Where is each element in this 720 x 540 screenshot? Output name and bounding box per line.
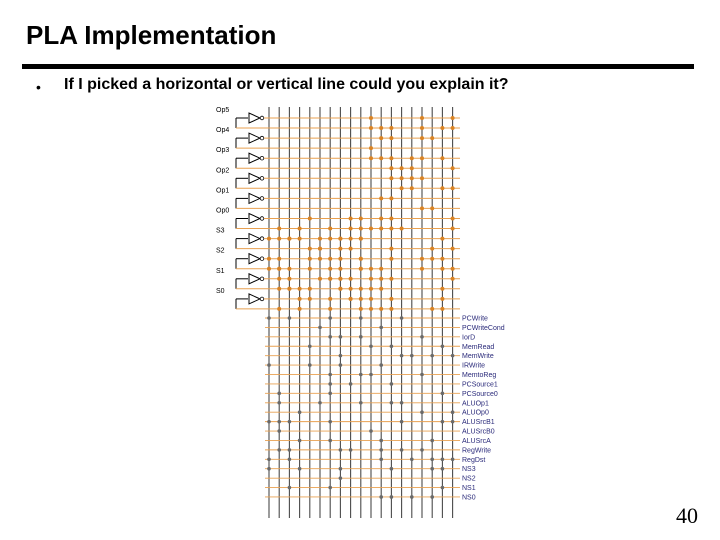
output-label: PCSource0	[462, 390, 498, 398]
output-label: PCWriteCond	[462, 324, 505, 332]
output-label: MemWrite	[462, 353, 494, 361]
or-connection-dot	[339, 467, 343, 471]
and-connection-dot	[420, 126, 424, 130]
and-connection-dot	[451, 277, 455, 281]
or-connection-dot	[379, 495, 383, 499]
and-connection-dot	[328, 227, 332, 231]
or-connection-dot	[267, 363, 271, 367]
and-connection-dot	[389, 176, 393, 180]
or-connection-dot	[277, 392, 281, 396]
and-connection-dot	[298, 307, 302, 311]
or-connection-dot	[430, 458, 434, 462]
and-connection-dot	[440, 237, 444, 241]
or-connection-dot	[379, 448, 383, 452]
output-label: PCWrite	[462, 315, 488, 323]
and-connection-dot	[389, 297, 393, 301]
input-label: Op2	[216, 167, 230, 175]
and-connection-dot	[420, 136, 424, 140]
or-connection-dot	[441, 420, 445, 424]
inverter-bubble-icon	[260, 136, 264, 140]
buffer-icon	[249, 214, 260, 224]
and-connection-dot	[349, 237, 353, 241]
and-connection-dot	[277, 257, 281, 261]
and-connection-dot	[359, 267, 363, 271]
output-label: PCSource1	[462, 381, 498, 389]
and-connection-dot	[451, 116, 455, 120]
input-label: S1	[216, 267, 225, 275]
or-connection-dot	[390, 382, 394, 386]
buffer-icon	[249, 193, 260, 203]
buffer-icon	[249, 274, 260, 284]
or-connection-dot	[288, 420, 292, 424]
inverter-bubble-icon	[260, 156, 264, 160]
or-connection-dot	[277, 448, 281, 452]
and-connection-dot	[308, 287, 312, 291]
and-connection-dot	[369, 277, 373, 281]
or-connection-dot	[288, 448, 292, 452]
and-connection-dot	[410, 166, 414, 170]
and-connection-dot	[338, 257, 342, 261]
and-connection-dot	[379, 307, 383, 311]
or-connection-dot	[410, 458, 414, 462]
or-connection-dot	[400, 354, 404, 358]
and-connection-dot	[410, 156, 414, 160]
and-connection-dot	[287, 267, 291, 271]
bullet-text: If I picked a horizontal or vertical line could you explain it?	[64, 76, 509, 93]
output-label: ALUSrcA	[462, 437, 491, 445]
or-connection-dot	[451, 420, 455, 424]
and-connection-dot	[359, 217, 363, 221]
and-connection-dot	[379, 217, 383, 221]
or-connection-dot	[288, 486, 292, 490]
input-label: Op1	[216, 187, 230, 195]
and-connection-dot	[400, 176, 404, 180]
and-connection-dot	[267, 267, 271, 271]
and-connection-dot	[440, 307, 444, 311]
and-connection-dot	[308, 247, 312, 251]
bullet-marker: •	[36, 79, 41, 95]
and-connection-dot	[379, 156, 383, 160]
and-connection-dot	[359, 237, 363, 241]
and-connection-dot	[389, 196, 393, 200]
and-connection-dot	[359, 287, 363, 291]
or-connection-dot	[267, 316, 271, 320]
and-connection-dot	[318, 237, 322, 241]
buffer-icon	[249, 133, 260, 143]
or-connection-dot	[369, 373, 373, 377]
or-connection-dot	[400, 448, 404, 452]
or-connection-dot	[277, 420, 281, 424]
and-connection-dot	[430, 247, 434, 251]
or-connection-dot	[410, 354, 414, 358]
and-connection-dot	[400, 227, 404, 231]
and-connection-dot	[451, 227, 455, 231]
and-connection-dot	[451, 166, 455, 170]
or-connection-dot	[298, 467, 302, 471]
buffer-icon	[249, 153, 260, 163]
and-connection-dot	[369, 287, 373, 291]
or-connection-dot	[379, 439, 383, 443]
and-connection-dot	[277, 277, 281, 281]
or-connection-dot	[430, 495, 434, 499]
and-connection-dot	[318, 277, 322, 281]
or-connection-dot	[369, 429, 373, 433]
or-connection-dot	[441, 458, 445, 462]
or-connection-dot	[420, 448, 424, 452]
and-connection-dot	[389, 257, 393, 261]
and-connection-dot	[298, 227, 302, 231]
or-connection-dot	[359, 316, 363, 320]
and-connection-dot	[277, 307, 281, 311]
and-connection-dot	[308, 257, 312, 261]
or-connection-dot	[441, 392, 445, 396]
or-connection-dot	[390, 344, 394, 348]
buffer-icon	[249, 113, 260, 123]
slide-title: PLA Implementation	[26, 20, 277, 50]
and-connection-dot	[328, 267, 332, 271]
or-connection-dot	[410, 495, 414, 499]
and-connection-dot	[369, 116, 373, 120]
output-label: NS3	[462, 466, 476, 474]
buffer-icon	[249, 294, 260, 304]
and-connection-dot	[440, 287, 444, 291]
and-connection-dot	[349, 247, 353, 251]
and-connection-dot	[379, 287, 383, 291]
or-connection-dot	[441, 486, 445, 490]
and-connection-dot	[379, 277, 383, 281]
and-connection-dot	[338, 287, 342, 291]
and-connection-dot	[298, 287, 302, 291]
and-connection-dot	[328, 307, 332, 311]
and-connection-dot	[451, 126, 455, 130]
and-connection-dot	[379, 136, 383, 140]
and-connection-dot	[369, 267, 373, 271]
or-connection-dot	[288, 458, 292, 462]
and-connection-dot	[359, 257, 363, 261]
and-connection-dot	[389, 126, 393, 130]
output-label: RegWrite	[462, 447, 492, 455]
and-connection-dot	[338, 277, 342, 281]
input-label: Op0	[216, 207, 230, 215]
and-connection-dot	[379, 196, 383, 200]
and-connection-dot	[430, 206, 434, 210]
and-connection-dot	[420, 206, 424, 210]
and-connection-dot	[420, 257, 424, 261]
input-label: Op4	[216, 127, 230, 135]
and-connection-dot	[349, 227, 353, 231]
or-connection-dot	[441, 467, 445, 471]
buffer-icon	[249, 173, 260, 183]
and-connection-dot	[349, 287, 353, 291]
or-connection-dot	[308, 344, 312, 348]
and-connection-dot	[267, 257, 271, 261]
and-connection-dot	[430, 257, 434, 261]
and-connection-dot	[369, 297, 373, 301]
output-label: IorD	[462, 334, 476, 342]
or-connection-dot	[328, 316, 332, 320]
or-connection-dot	[267, 458, 271, 462]
or-connection-dot	[379, 363, 383, 367]
and-connection-dot	[389, 136, 393, 140]
and-connection-dot	[430, 136, 434, 140]
and-connection-dot	[389, 166, 393, 170]
and-connection-dot	[277, 267, 281, 271]
output-label: ALUOp0	[462, 409, 489, 417]
and-connection-dot	[389, 156, 393, 160]
and-connection-dot	[440, 297, 444, 301]
buffer-icon	[249, 254, 260, 264]
and-connection-dot	[369, 227, 373, 231]
or-connection-dot	[400, 420, 404, 424]
and-connection-dot	[298, 297, 302, 301]
and-connection-dot	[379, 126, 383, 130]
or-connection-dot	[390, 467, 394, 471]
or-connection-dot	[359, 401, 363, 405]
or-connection-dot	[451, 458, 455, 462]
input-label: S3	[216, 227, 225, 235]
or-connection-dot	[328, 335, 332, 339]
or-connection-dot	[349, 448, 353, 452]
or-connection-dot	[267, 467, 271, 471]
output-label: NS0	[462, 494, 476, 502]
or-connection-dot	[400, 316, 404, 320]
and-connection-dot	[420, 267, 424, 271]
and-connection-dot	[389, 217, 393, 221]
output-label: MemtoReg	[462, 372, 497, 380]
and-connection-dot	[451, 247, 455, 251]
and-connection-dot	[298, 237, 302, 241]
buffer-icon	[249, 234, 260, 244]
and-connection-dot	[440, 126, 444, 130]
output-label: RegDst	[462, 456, 486, 464]
and-connection-dot	[267, 237, 271, 241]
or-connection-dot	[308, 363, 312, 367]
and-connection-dot	[359, 297, 363, 301]
or-connection-dot	[318, 326, 322, 330]
or-connection-dot	[359, 373, 363, 377]
and-connection-dot	[318, 247, 322, 251]
output-label: NS2	[462, 475, 476, 483]
and-connection-dot	[308, 217, 312, 221]
inverter-bubble-icon	[260, 217, 264, 221]
input-label: Op5	[216, 107, 230, 114]
or-connection-dot	[349, 382, 353, 386]
inverter-bubble-icon	[260, 116, 264, 120]
and-connection-dot	[389, 247, 393, 251]
or-connection-dot	[328, 439, 332, 443]
and-connection-dot	[451, 217, 455, 221]
and-connection-dot	[379, 267, 383, 271]
and-connection-dot	[287, 287, 291, 291]
and-connection-dot	[338, 247, 342, 251]
and-connection-dot	[308, 267, 312, 271]
output-label: IRWrite	[462, 362, 486, 370]
and-connection-dot	[440, 156, 444, 160]
or-connection-dot	[267, 420, 271, 424]
or-connection-dot	[400, 401, 404, 405]
and-connection-dot	[440, 257, 444, 261]
inverter-bubble-icon	[260, 197, 264, 201]
and-connection-dot	[400, 186, 404, 190]
input-label: S0	[216, 287, 225, 295]
and-connection-dot	[389, 307, 393, 311]
and-connection-dot	[389, 277, 393, 281]
or-connection-dot	[328, 373, 332, 377]
inverter-bubble-icon	[260, 237, 264, 241]
or-connection-dot	[277, 401, 281, 405]
or-connection-dot	[339, 354, 343, 358]
and-connection-dot	[328, 297, 332, 301]
and-connection-dot	[451, 186, 455, 190]
output-label: ALUOp1	[462, 400, 489, 408]
page-number: 40	[676, 503, 698, 528]
inverter-bubble-icon	[260, 297, 264, 301]
inverter-bubble-icon	[260, 277, 264, 281]
inverter-bubble-icon	[260, 257, 264, 261]
and-connection-dot	[349, 297, 353, 301]
and-connection-dot	[308, 297, 312, 301]
or-connection-dot	[359, 335, 363, 339]
or-connection-dot	[339, 476, 343, 480]
or-connection-dot	[390, 401, 394, 405]
and-connection-dot	[349, 217, 353, 221]
and-connection-dot	[369, 156, 373, 160]
or-connection-dot	[328, 486, 332, 490]
and-connection-dot	[369, 307, 373, 311]
or-connection-dot	[430, 439, 434, 443]
inverter-bubble-icon	[260, 177, 264, 181]
or-connection-dot	[328, 420, 332, 424]
and-connection-dot	[328, 277, 332, 281]
and-connection-dot	[277, 287, 281, 291]
and-connection-dot	[420, 116, 424, 120]
or-connection-dot	[277, 429, 281, 433]
and-connection-dot	[277, 227, 281, 231]
or-connection-dot	[441, 344, 445, 348]
or-connection-dot	[379, 326, 383, 330]
or-connection-dot	[298, 439, 302, 443]
or-connection-dot	[379, 458, 383, 462]
and-connection-dot	[287, 277, 291, 281]
and-connection-dot	[369, 146, 373, 150]
or-connection-dot	[328, 382, 332, 386]
and-connection-dot	[430, 307, 434, 311]
output-label: MemRead	[462, 343, 495, 351]
input-label: S2	[216, 247, 225, 255]
or-connection-dot	[298, 410, 302, 414]
output-label: NS1	[462, 485, 476, 493]
and-connection-dot	[328, 257, 332, 261]
and-connection-dot	[338, 237, 342, 241]
or-connection-dot	[430, 467, 434, 471]
or-connection-dot	[339, 363, 343, 367]
or-connection-dot	[288, 316, 292, 320]
and-connection-dot	[410, 186, 414, 190]
and-connection-dot	[338, 267, 342, 271]
or-connection-dot	[430, 354, 434, 358]
or-connection-dot	[451, 354, 455, 358]
and-connection-dot	[379, 227, 383, 231]
or-connection-dot	[420, 410, 424, 414]
output-label: ALUSrcB1	[462, 419, 495, 427]
or-connection-dot	[339, 335, 343, 339]
and-connection-dot	[451, 267, 455, 271]
and-connection-dot	[328, 237, 332, 241]
or-connection-dot	[451, 410, 455, 414]
or-connection-dot	[369, 344, 373, 348]
or-connection-dot	[318, 401, 322, 405]
and-connection-dot	[369, 126, 373, 130]
and-connection-dot	[389, 227, 393, 231]
and-connection-dot	[287, 237, 291, 241]
and-connection-dot	[359, 307, 363, 311]
and-connection-dot	[277, 237, 281, 241]
or-connection-dot	[390, 495, 394, 499]
and-connection-dot	[359, 227, 363, 231]
and-connection-dot	[318, 257, 322, 261]
and-connection-dot	[410, 176, 414, 180]
or-connection-dot	[339, 448, 343, 452]
and-connection-dot	[440, 186, 444, 190]
and-connection-dot	[349, 277, 353, 281]
and-connection-dot	[400, 166, 404, 170]
input-label: Op3	[216, 147, 230, 155]
output-label: ALUSrcB0	[462, 428, 495, 436]
and-connection-dot	[420, 156, 424, 160]
and-connection-dot	[420, 176, 424, 180]
or-connection-dot	[328, 392, 332, 396]
or-connection-dot	[420, 335, 424, 339]
or-connection-dot	[420, 373, 424, 377]
and-connection-dot	[440, 267, 444, 271]
